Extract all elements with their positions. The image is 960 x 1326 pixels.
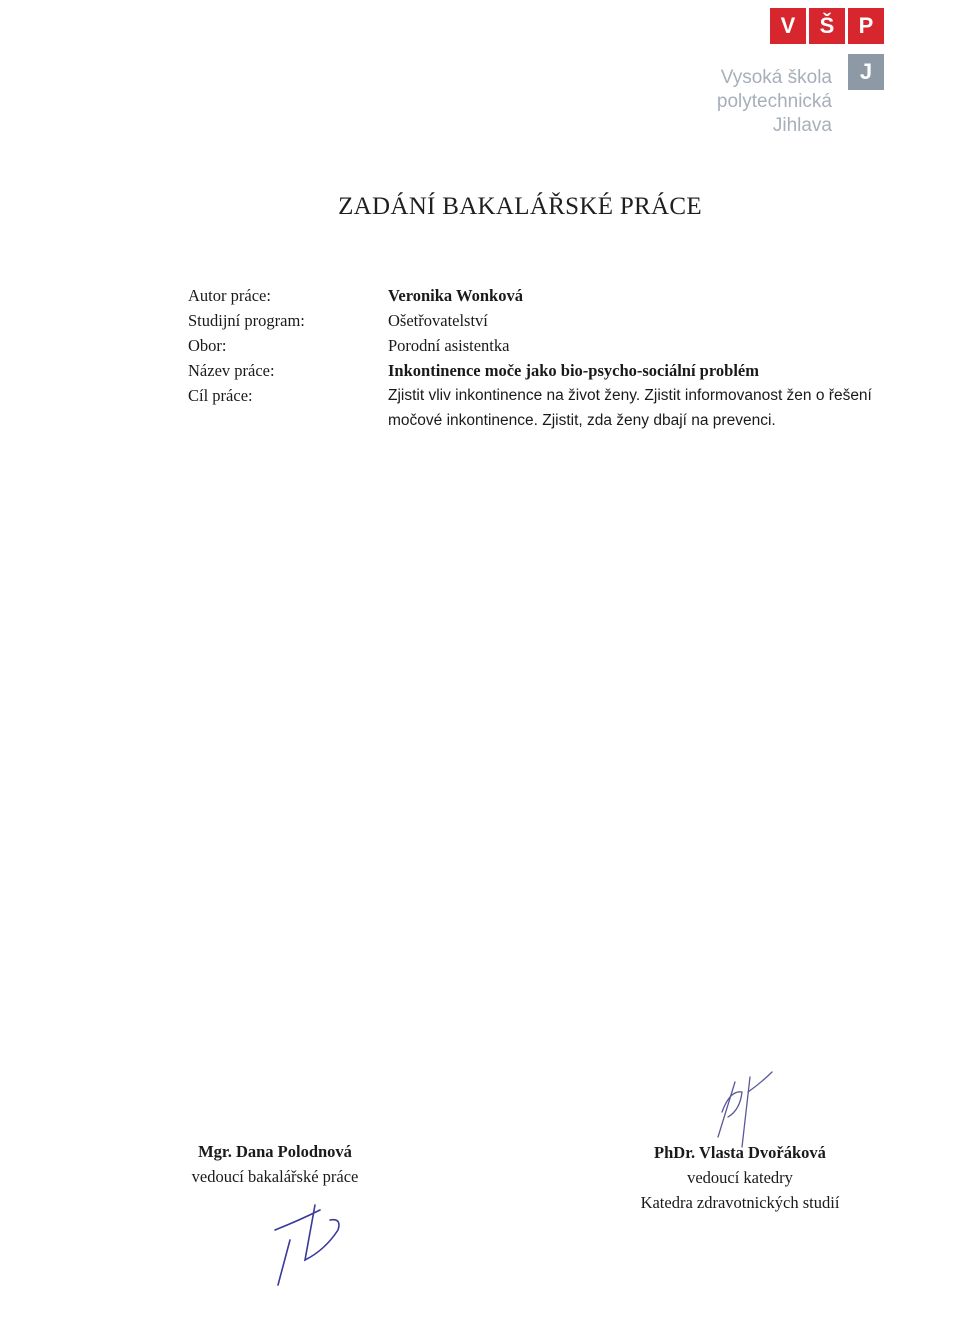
handwritten-signature-left: [270, 1190, 370, 1290]
field-label: Studijní program:: [188, 311, 305, 330]
school-logo: [700, 6, 900, 142]
signature-role: vedoucí katedry: [687, 1168, 793, 1187]
assignment-fields: [188, 283, 908, 433]
field-thesis-goal: [188, 383, 908, 433]
logo-line-3: Jihlava: [772, 115, 832, 136]
logo-letter-s: Š: [809, 8, 845, 44]
field-value: Porodní asistentka: [388, 336, 510, 355]
document-title: ZADÁNÍ BAKALÁŘSKÉ PRÁCE: [338, 193, 702, 220]
logo-letter-v: V: [770, 8, 806, 44]
field-value: Zjistit vliv inkontinence na život ženy. Zjistit informovanost žen o řešení močové inkontinence. Zjistit, zda ženy dbají na prevenci.: [388, 387, 872, 429]
field-thesis-title: [188, 358, 908, 383]
field-value: Inkontinence moče jako bio-psycho-sociální problém: [388, 361, 759, 380]
signature-block-head: [610, 1140, 870, 1215]
field-author: [188, 283, 908, 308]
field-value: Ošetřovatelství: [388, 311, 488, 330]
signature-role: vedoucí bakalářské práce: [191, 1167, 359, 1186]
logo-line-1: Vysoká škola: [720, 67, 832, 88]
signature-name: PhDr. Vlasta Dvořáková: [654, 1143, 826, 1162]
field-branch: [188, 333, 908, 358]
field-study-program: [188, 308, 908, 333]
field-value: Veronika Wonková: [388, 286, 523, 305]
logo-line-2: polytechnická: [716, 91, 832, 112]
field-label: Cíl práce:: [188, 386, 253, 405]
signature-block-supervisor: [170, 1139, 380, 1189]
field-label: Autor práce:: [188, 286, 271, 305]
logo-letter-j: J: [848, 54, 884, 90]
handwritten-signature-right: [700, 1062, 790, 1152]
signature-department: Katedra zdravotnických studií: [640, 1193, 840, 1212]
signature-name: Mgr. Dana Polodnová: [198, 1142, 352, 1161]
field-label: Název práce:: [188, 361, 275, 380]
field-label: Obor:: [188, 336, 227, 355]
logo-letter-p: P: [848, 8, 884, 44]
